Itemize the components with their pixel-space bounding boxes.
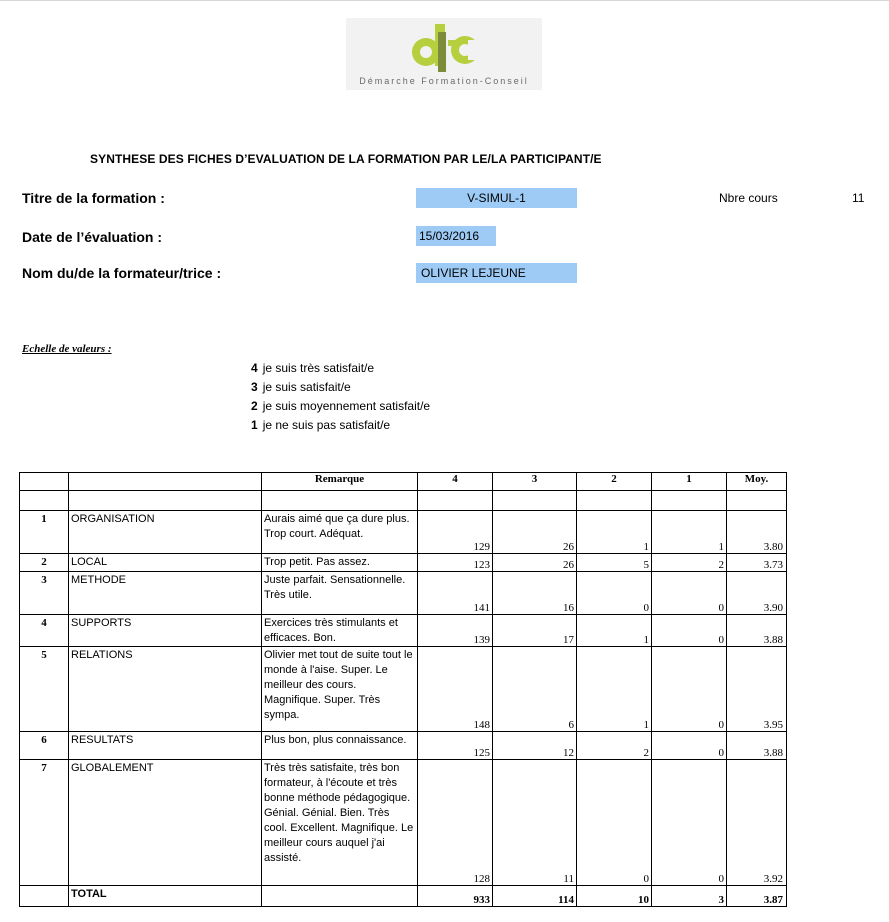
row-count-2: 5 (577, 554, 652, 572)
header-remark: Remarque (262, 473, 418, 491)
scale-score: 2 (251, 399, 258, 413)
row-count-4: 141 (418, 572, 493, 615)
table-row (20, 760, 787, 886)
row-average: 3.73 (727, 554, 787, 572)
date-label: Date de l’évaluation : (22, 229, 163, 245)
formation-label: Titre de la formation : (22, 190, 165, 206)
top-border (0, 0, 889, 1)
row-count-3: 11 (493, 760, 577, 886)
total-count-4: 933 (418, 886, 493, 907)
row-remark: Aurais aimé que ça dure plus. Trop court. Adéquat. (262, 511, 418, 554)
row-count-4: 125 (418, 732, 493, 760)
row-count-4: 139 (418, 615, 493, 647)
scale-text: je suis satisfait/e (262, 380, 351, 394)
total-average: 3.87 (727, 886, 787, 907)
total-count-1: 3 (652, 886, 727, 907)
row-number: 6 (20, 732, 69, 760)
row-remark: Olivier met tout de suite tout le monde à l'aise. Super. Le meilleur des cours. Magnifique. Super. Très sympa. (262, 647, 418, 732)
row-category: SUPPORTS (69, 615, 262, 647)
row-remark: Juste parfait. Sensationnelle. Très utile. (262, 572, 418, 615)
row-count-1: 1 (652, 511, 727, 554)
header-score-2: 2 (577, 473, 652, 491)
header-score-3: 3 (493, 473, 577, 491)
scale-item (251, 399, 430, 413)
total-label: TOTAL (69, 886, 262, 907)
scale-item (251, 380, 351, 394)
row-count-1: 0 (652, 572, 727, 615)
header-score-1: 1 (652, 473, 727, 491)
row-category: LOCAL (69, 554, 262, 572)
row-number: 1 (20, 511, 69, 554)
row-count-2: 0 (577, 572, 652, 615)
row-count-3: 16 (493, 572, 577, 615)
scale-text: je ne suis pas satisfait/e (262, 418, 391, 432)
row-count-3: 17 (493, 615, 577, 647)
row-category: RESULTATS (69, 732, 262, 760)
row-category: METHODE (69, 572, 262, 615)
table-blank-row (20, 491, 787, 511)
scale-score: 3 (251, 380, 258, 394)
table-row (20, 554, 787, 572)
row-average: 3.95 (727, 647, 787, 732)
row-average: 3.92 (727, 760, 787, 886)
total-count-3: 114 (493, 886, 577, 907)
row-category: GLOBALEMENT (69, 760, 262, 886)
row-category: RELATIONS (69, 647, 262, 732)
row-count-4: 148 (418, 647, 493, 732)
row-remark: Plus bon, plus connaissance. (262, 732, 418, 760)
table-row (20, 572, 787, 615)
courses-label: Nbre cours (719, 191, 778, 205)
dfc-logo (346, 18, 542, 90)
row-average: 3.80 (727, 511, 787, 554)
row-count-2: 1 (577, 511, 652, 554)
table-row (20, 732, 787, 760)
trainer-value-field[interactable]: OLIVIER LEJEUNE (416, 263, 577, 283)
row-count-2: 2 (577, 732, 652, 760)
row-count-4: 123 (418, 554, 493, 572)
header-cell (69, 473, 262, 491)
scale-text: je suis moyennement satisfait/e (262, 399, 431, 413)
row-number: 3 (20, 572, 69, 615)
scale-text: je suis très satisfait/e (262, 361, 375, 375)
row-average: 3.88 (727, 732, 787, 760)
table-total-row (20, 886, 787, 907)
scale-item (251, 418, 390, 432)
row-number: 2 (20, 554, 69, 572)
row-remark: Exercices très stimulants et efficaces. Bon. (262, 615, 418, 647)
total-count-2: 10 (577, 886, 652, 907)
scale-score: 4 (251, 361, 258, 375)
dfc-logo-mark (410, 22, 482, 74)
page-title: SYNTHESE DES FICHES D’EVALUATION DE LA FORMATION PAR LE/LA PARTICIPANT/E (90, 152, 602, 166)
table-row (20, 647, 787, 732)
header-score-4: 4 (418, 473, 493, 491)
row-count-3: 6 (493, 647, 577, 732)
row-count-3: 26 (493, 554, 577, 572)
row-remark: Très très satisfaite, très bon formateur, à l'écoute et très bonne méthode pédagogique. Génial. Génial. Bien. Très cool. Excellent. Magnifique. Le meilleur cours auquel j'ai assisté. (262, 760, 418, 886)
row-count-4: 129 (418, 511, 493, 554)
table-row (20, 615, 787, 647)
row-count-1: 0 (652, 615, 727, 647)
row-remark: Trop petit. Pas assez. (262, 554, 418, 572)
scale-title: Echelle de valeurs : (22, 343, 112, 355)
row-count-3: 26 (493, 511, 577, 554)
row-average: 3.88 (727, 615, 787, 647)
row-count-2: 1 (577, 647, 652, 732)
row-count-1: 0 (652, 732, 727, 760)
row-number: 4 (20, 615, 69, 647)
table-row (20, 511, 787, 554)
row-count-1: 0 (652, 760, 727, 886)
courses-value: 11 (852, 191, 865, 205)
row-number: 7 (20, 760, 69, 886)
row-count-2: 0 (577, 760, 652, 886)
row-count-1: 2 (652, 554, 727, 572)
row-count-1: 0 (652, 647, 727, 732)
date-value-field[interactable]: 15/03/2016 (416, 226, 496, 246)
row-count-3: 12 (493, 732, 577, 760)
header-cell (20, 473, 69, 491)
logo-tagline: Démarche Formation-Conseil (359, 76, 529, 86)
trainer-label: Nom du/de la formateur/trice : (22, 265, 222, 281)
row-number: 5 (20, 647, 69, 732)
table-header-row (20, 473, 787, 491)
row-category: ORGANISATION (69, 511, 262, 554)
header-average: Moy. (727, 473, 787, 491)
evaluation-table (19, 472, 787, 907)
row-count-2: 1 (577, 615, 652, 647)
scale-item (251, 361, 374, 375)
row-average: 3.90 (727, 572, 787, 615)
scale-score: 1 (251, 418, 258, 432)
formation-value-field[interactable]: V-SIMUL-1 (416, 188, 577, 208)
row-count-4: 128 (418, 760, 493, 886)
